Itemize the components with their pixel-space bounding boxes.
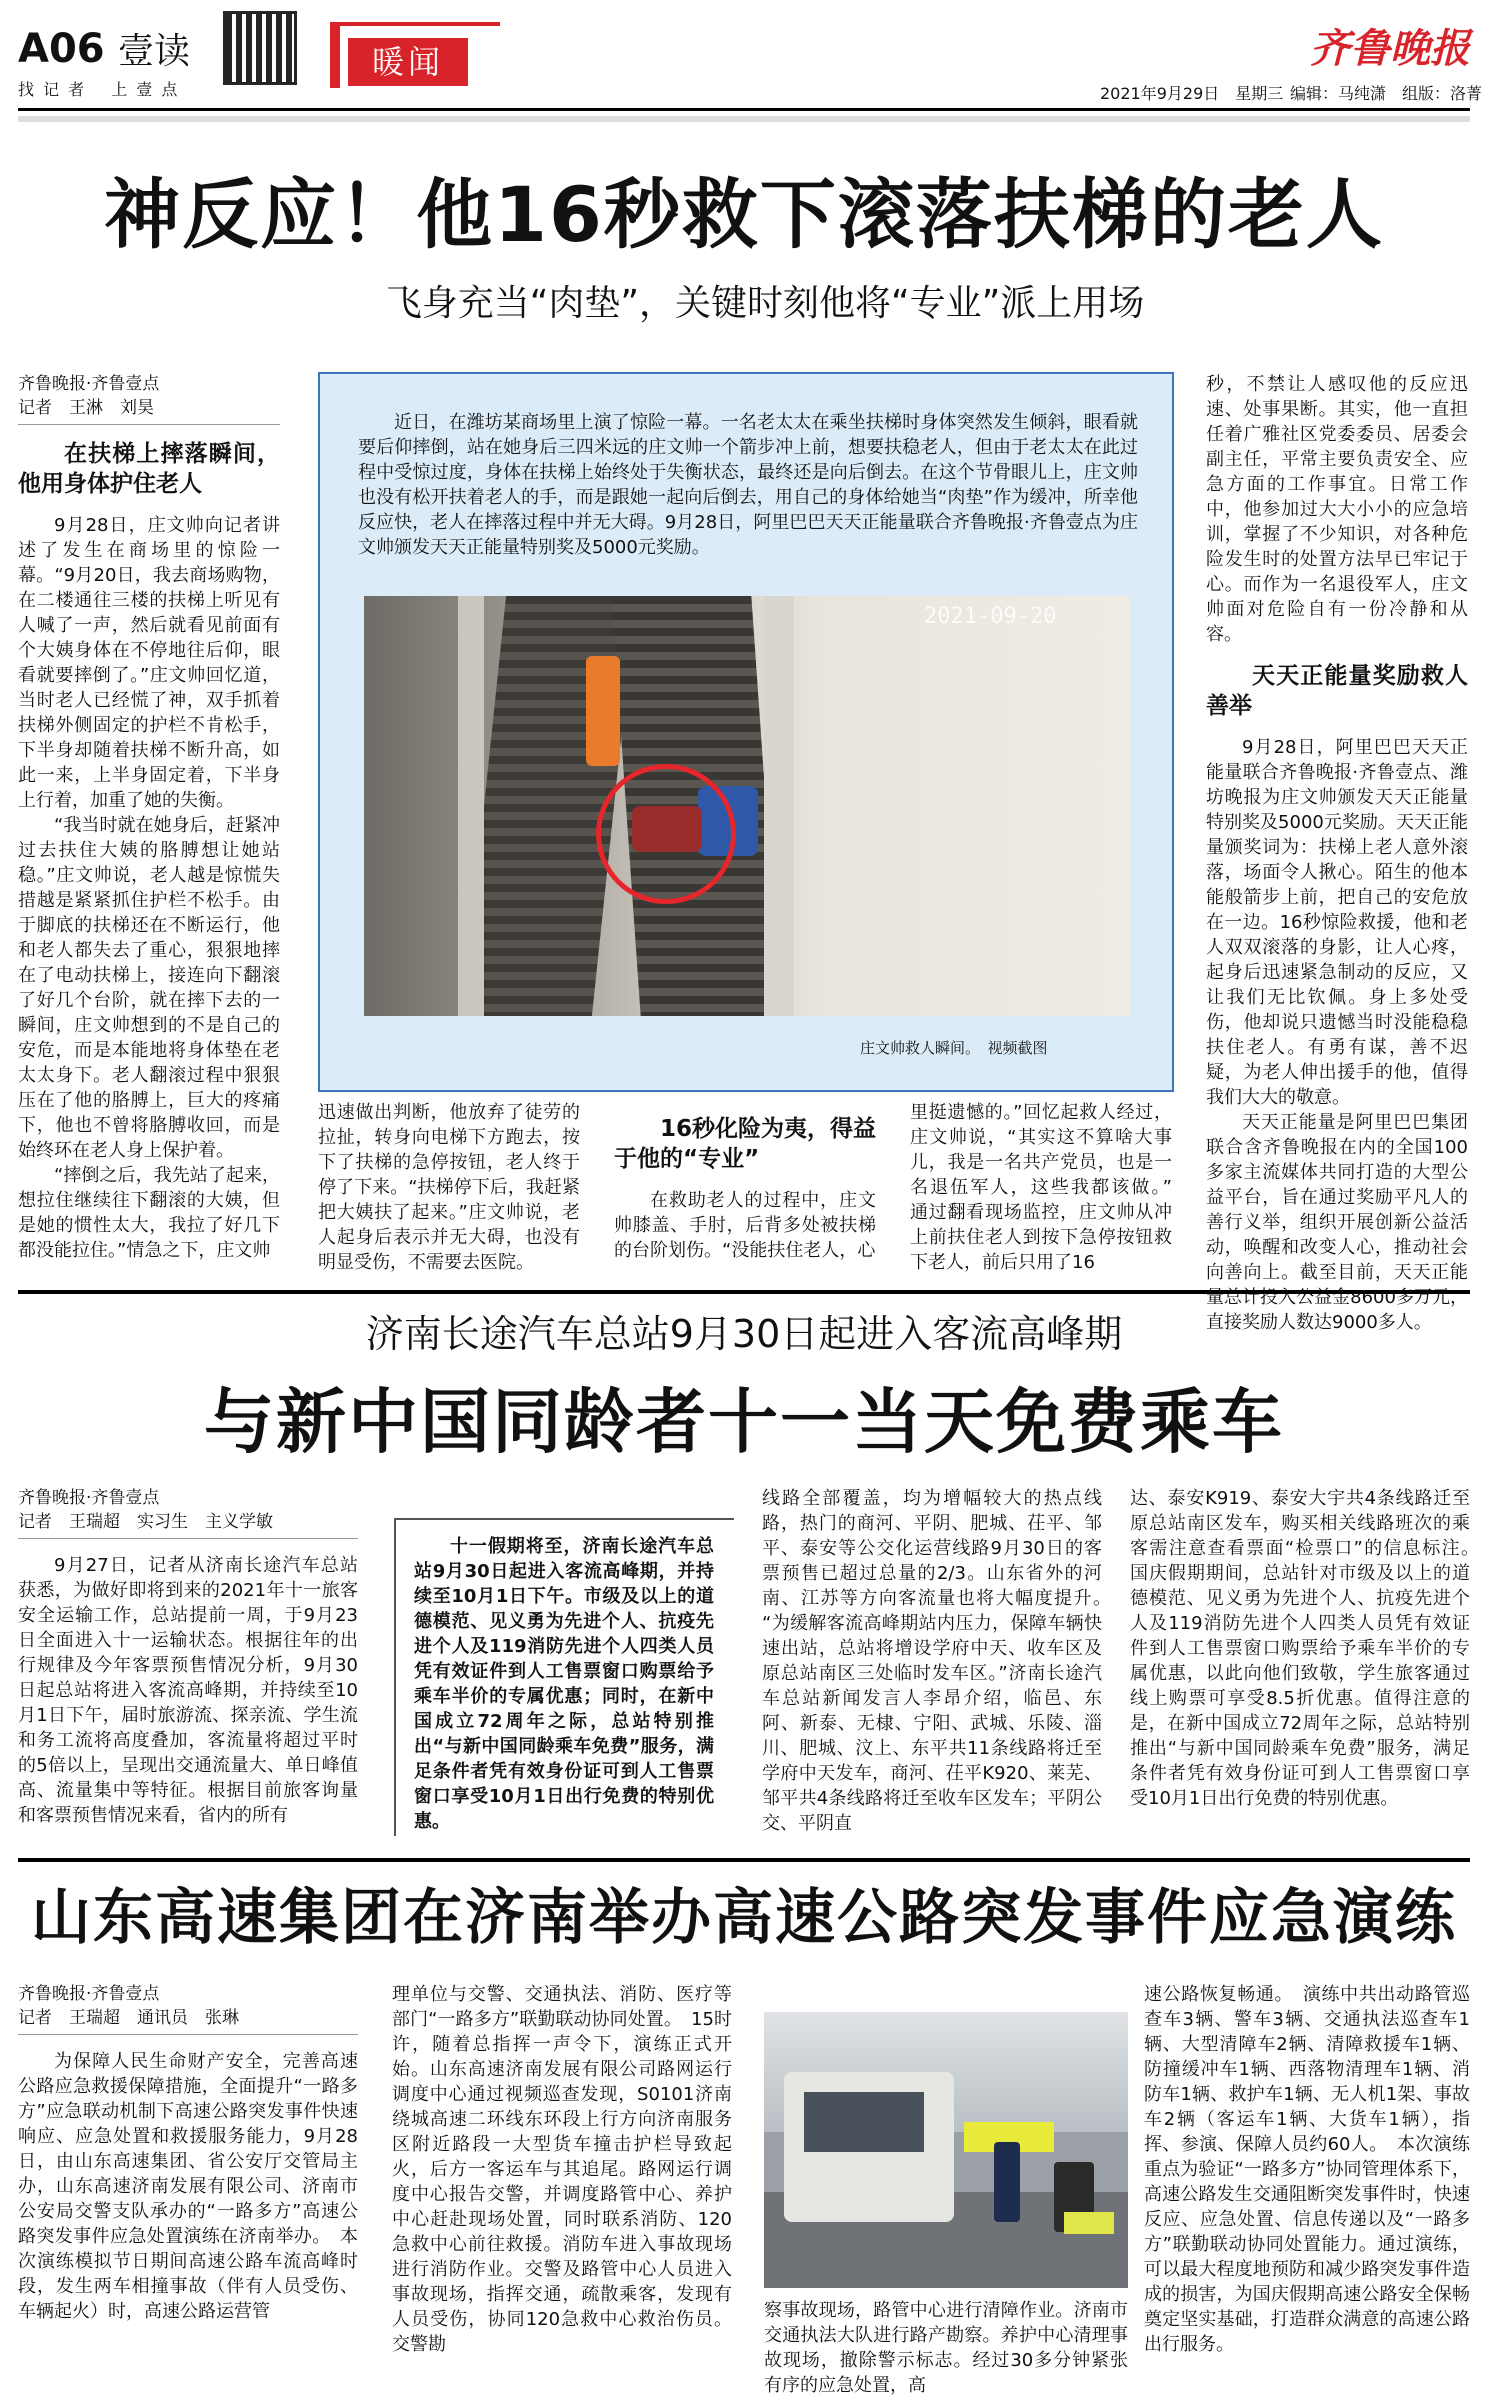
article1-col1 xyxy=(18,372,280,1263)
article2-summary-box xyxy=(394,1518,734,1836)
article1-paragraph: “摔倒之后，我先站了起来，想拉住继续往下翻滚的大姨，但是她的惯性太大，我拉了好几下都没能拉住。”情急之下，庄文帅 xyxy=(18,1165,280,1261)
article1-paragraph: “我当时就在她身后，赶紧冲过去扶住大姨的胳膊想让她站稳。”庄文帅说，老人越是惊慌失措越是紧紧抓住护栏不松手。由于脚底的扶梯还在不断运行，他和老人都失去了重心，狠狠地摔在了电动扶梯上，接连向下翻滚了好几个台阶，就在摔下去的一瞬间，庄文帅想到的不是自己的安危，而是本能地将身体垫在老太太身下。老人翻滚过程中狠狠压在了他的胳膊上，巨大的疼痛下，他也不曾将胳膊收回，而是始终环在老人身上保护着。 xyxy=(18,815,280,1161)
masthead xyxy=(0,0,1488,110)
issue-date: 2021年9月29日 星期三 xyxy=(1100,84,1284,103)
masthead-rule-thin xyxy=(18,116,1470,122)
article1-subhead-3: 天天正能量奖励救人善举 xyxy=(1206,663,1468,719)
article3-title: 山东高速集团在济南举办高速公路突发事件应急演练 xyxy=(31,1883,1457,1953)
masthead-rule xyxy=(18,108,1470,111)
article2-kicker: 济南长途汽车总站9月30日起进入客流高峰期 xyxy=(365,1312,1123,1356)
article3-col2: 理单位与交警、交通执法、消防、医疗等部门“一路多方”联勤联动协同处置。 15时许，随着总指挥一声令下，演练正式开始。山东高速济南发展有限公司路网运行调度中心通过视频巡查发现，S0101济南绕城高速二环线东环段上行方向济南服务区附近路段一大型货车撞击护栏导致起火，后方一客运车与其追尾。路网运行调度中心报告交警，并调度路管中心、养护中心赶赴现场处置，同时联系消防、120急救中心前往救援。消防车进入事故现场进行消防作业。交警及路管中心人员进入事故现场，指挥交通，疏散乘客，发现有人员受伤，协同120急救中心救治伤员。交警勘 xyxy=(392,1984,732,2355)
escalator-photo xyxy=(364,596,1130,1016)
highlight-circle xyxy=(596,764,736,904)
article1-col2: 迅速做出判断，他放弃了徒劳的拉扯，转身向电梯下方跑去，按下了扶梯的急停按钮，老人终于停了下来。“扶梯停下后，我赶紧把大姨扶了起来。”庄文帅说，老人起身后表示并无大碍，也没有明显受伤，不需要去医院。 xyxy=(318,1102,580,1273)
column-badge xyxy=(330,22,500,92)
drill-photo xyxy=(764,2012,1128,2288)
article1-byline: 齐鲁晚报·齐鲁壹点 记者 王淋 刘昊 xyxy=(18,372,280,425)
section-rule-2 xyxy=(18,1858,1470,1862)
summary-text: 十一假期将至，济南长途汽车总站9月30日起进入客流高峰期，并持续至10月1日下午。市级及以上的道德模范、见义勇为先进个人、抗疫先进个人及119消防先进个人四类人员凭有效证件到人工售票窗口购票给予乘车半价的专属优惠；同时，在新中国成立72周年之际，总站特别推出“与新中国同龄乘车免费”服务，满足条件者凭有效身份证可到人工售票窗口享受10月1日出行免费的特别优惠。 xyxy=(414,1536,714,1832)
article1-col3: 16秒化险为夷，得益于他的“专业” 在救助老人的过程中，庄文帅膝盖、手肘，后背多处被扶梯的台阶划伤。“没能扶住老人，心 xyxy=(614,1116,877,1261)
article3-byline: 齐鲁晚报·齐鲁壹点 记者 王瑞超 通讯员 张琳 xyxy=(18,1982,358,2035)
qr-hint: 找 记 者 上 壹 点 xyxy=(18,80,180,99)
article1-lead-box xyxy=(318,372,1174,1092)
page-number: A06 xyxy=(18,26,105,72)
paper-logo: 齐鲁晚报 xyxy=(1310,25,1470,72)
lead-text: 近日，在潍坊某商场里上演了惊险一幕。一名老太太在乘坐扶梯时身体突然发生倾斜，眼看就要后仰摔倒，站在她身后三四米远的庄文帅一个箭步冲上前，想要扶稳老人，但由于老太太在此过程中受惊过度，身体在扶梯上始终处于失衡状态，最终还是向后倒去。在这个节骨眼儿上，庄文帅也没有松开扶着老人的手，而是跟她一起向后倒去，用自己的身体给她当“肉垫”作为缓冲，所幸他反应快，老人在摔落过程中并无大碍。9月28日，阿里巴巴天天正能量联合齐鲁晚报·齐鲁壹点为庄文帅颁发天天正能量特别奖及5000元奖励。 xyxy=(358,412,1138,558)
section-rule-1 xyxy=(18,1290,1470,1294)
article3-col1: 齐鲁晚报·齐鲁壹点 记者 王瑞超 通讯员 张琳 为保障人民生命财产安全，完善高速公路应急救援保障措施，全面提升“一路多方”应急联动机制下高速公路突发事件快速响应、应急处置和救援服务能力，9月28日，由山东高速集团、省公安厅交管局主办，山东高速济南发展有限公司、济南市公安局交警支队承办的“一路多方”高速公路突发事件应急处置演练在济南举办。 本次演练模拟节日期间高速公路车流高峰时段，发生两车相撞事故（伴有人员受伤、车辆起火）时，高速公路运营管 xyxy=(18,1984,358,2322)
column-label: 暖闻 xyxy=(348,38,468,86)
article2-byline: 齐鲁晚报·齐鲁壹点 记者 王瑞超 实习生 主义学敏 xyxy=(18,1486,358,1539)
article1-col4: 里挺遗憾的。”回忆起救人经过，庄文帅说，“其实这不算啥大事儿，我是一名共产党员，也是一名退伍军人，这些我都该做。” 通过翻看现场监控，庄文帅从冲上前扶住老人到按下急停按钮救下老人，前后只用了16 xyxy=(910,1102,1190,1273)
section-name: 壹读 xyxy=(118,31,191,72)
article2-col4: 达、泰安K919、泰安大宇共4条线路迁至原总站南区发车，购买相关线路班次的乘客需注意查看票面“检票口”的信息标注。 国庆假期期间，总站针对市级及以上的道德模范、见义勇为先进个人、抗疫先进个人及119消防先进个人四类人员凭有效证件到人工售票窗口购票给予乘车半价的专属优惠，以此向他们致敬，学生旅客通过线上购票可享受8.5折优惠。值得注意的是，在新中国成立72周年之际，总站特别推出“与新中国同龄乘车免费”服务，满足条件者凭有效身份证可到人工售票窗口享受10月1日出行免费的特别优惠。 xyxy=(1130,1488,1488,1809)
article1-col5: 秒，不禁让人感叹他的反应迅速、处事果断。其实，他一直担任着广雅社区党委委员、居委会副主任，平常主要负责安全、应急方面的工作事宜。日常工作中，他参加过大大小小的应急培训，掌握了不少知识，对各种危险发生时的处置方法早已牢记于心。而作为一名退役军人，庄文帅面对危险自有一份冷静和从容。 天天正能量奖励救人善举 9月28日，阿里巴巴天天正能量联合齐鲁晚报·齐鲁壹点、潍坊晚报为庄文帅颁发天天正能量特别奖及5000元奖励。天天正能量颁奖词为：扶梯上老人意外滚落，场面令人揪心。陌生的他本能般箭步上前，把自己的安危放在一边。16秒惊险救援，他和老人双双滚落的身影，让人心疼，起身后迅速紧急制动的反应，又让我们无比钦佩。身上多处受伤，他却说只遗憾当时没能稳稳扶住老人。有勇有谋，善不迟疑，为老人伸出援手的他，值得我们大大的敬意。 天天正能量是阿里巴巴集团联合含齐鲁晚报在内的全国100多家主流媒体共同打造的大型公益平台，旨在通过奖励平凡人的善行义举，组织开展创新公益活动，唤醒和改变人心，推动社会向善向上。截至目前，天天正能量总计投入公益金8600多万元，直接奖励人数达9000多人。 xyxy=(1206,374,1468,1333)
photo-timestamp: 2021-09-20 xyxy=(924,604,1057,629)
photo-caption: 庄文帅救人瞬间。 视频截图 xyxy=(860,1039,1048,1057)
qr-code-icon xyxy=(226,14,294,82)
article2-col3: 线路全部覆盖，均为增幅较大的热点线路，热门的商河、平阴、肥城、茌平、邹平、泰安等公交化运营线路9月30日的客票预售已超过总量的2/3。山东省外的河南、江苏等方向客流量也将大幅度提升。 “为缓解客流高峰期站内压力，保障车辆快速出站，总站将增设学府中天、收车区及原总站南区三处临时发车区。”济南长途汽车总站新闻发言人李昂介绍，临邑、东阿、新泰、无棣、宁阳、武城、乐陵、淄川、肥城、汶上、东平共11条线路将迁至学府中天发车，商河、茌平K920、莱芜、邹平共4条线路将迁至收车区发车；平阴公交、平阴直 xyxy=(762,1488,1120,1834)
article2-title: 与新中国同龄者十一当天免费乘车 xyxy=(204,1381,1284,1463)
article1-title: 神反应！他16秒救下滚落扶梯的老人 xyxy=(104,170,1384,259)
editors: 编辑：马纯潇 组版：洛菁 xyxy=(1290,84,1483,103)
article1-subhead-1: 在扶梯上摔落瞬间，他用身体护住老人 xyxy=(18,441,280,497)
article1-subhead-2: 16秒化险为夷，得益于他的“专业” xyxy=(614,1116,877,1172)
article1-paragraph: 9月28日，庄文帅向记者讲述了发生在商场里的惊险一幕。“9月20日，我去商场购物，在二楼通往三楼的扶梯上听见有人喊了一声，然后就看见前面有个大姨身体在不停地往后仰，眼看就要摔倒了。”庄文帅回忆道，当时老人已经慌了神，双手抓着扶梯外侧固定的护栏不肯松手，下半身却随着扶梯不断升高，如此一来，上半身固定着，下半身上行着，加重了她的失衡。 xyxy=(18,515,280,811)
article3-col4: 速公路恢复畅通。 演练中共出动路管巡查车3辆、警车3辆、交通执法巡查车1辆、大型清障车2辆、清障救援车1辆、防撞缓冲车1辆、西落物清理车1辆、消防车1辆、救护车1辆、无人机1架、事故车2辆（客运车1辆、大货车1辆），指挥、参演、保障人员约60人。 本次演练重点为验证“一路多方”协同管理体系下，高速公路发生交通阻断突发事件时，快速反应、应急处置、信息传递以及“一路多方”联勤联动协同处置能力。通过演练，可以最大程度地预防和减少路突发事件造成的损害，为国庆假期高速公路安全保畅奠定坚实基础，打造群众满意的高速公路出行服务。 xyxy=(1144,1984,1470,2355)
article2-col1: 齐鲁晚报·齐鲁壹点 记者 王瑞超 实习生 主义学敏 9月27日，记者从济南长途汽车总站获悉，为做好即将到来的2021年十一旅客安全运输工作，总站提前一周，于9月23日全面进入十一运输状态。根据往年的出行规律及今年客票预售情况分析，9月30日起总站将进入客流高峰期，并持续至10月1日下午，届时旅游流、探亲流、学生流和务工流将高度叠加，客流量将超过平时的5倍以上，呈现出交通流量大、单日峰值高、流量集中等特征。根据目前旅客询量和客票预售情况来看，省内的所有 xyxy=(18,1488,358,1826)
article3-col3: 察事故现场，路管中心进行清障作业。济南市交通执法大队进行路产勘察。养护中心清理事故现场，撤除警示标志。经过30多分钟紧张有序的应急处置，高 xyxy=(764,2300,1128,2396)
article1-subtitle: 飞身充当“肉垫”，关键时刻他将“专业”派上用场 xyxy=(385,283,1145,324)
